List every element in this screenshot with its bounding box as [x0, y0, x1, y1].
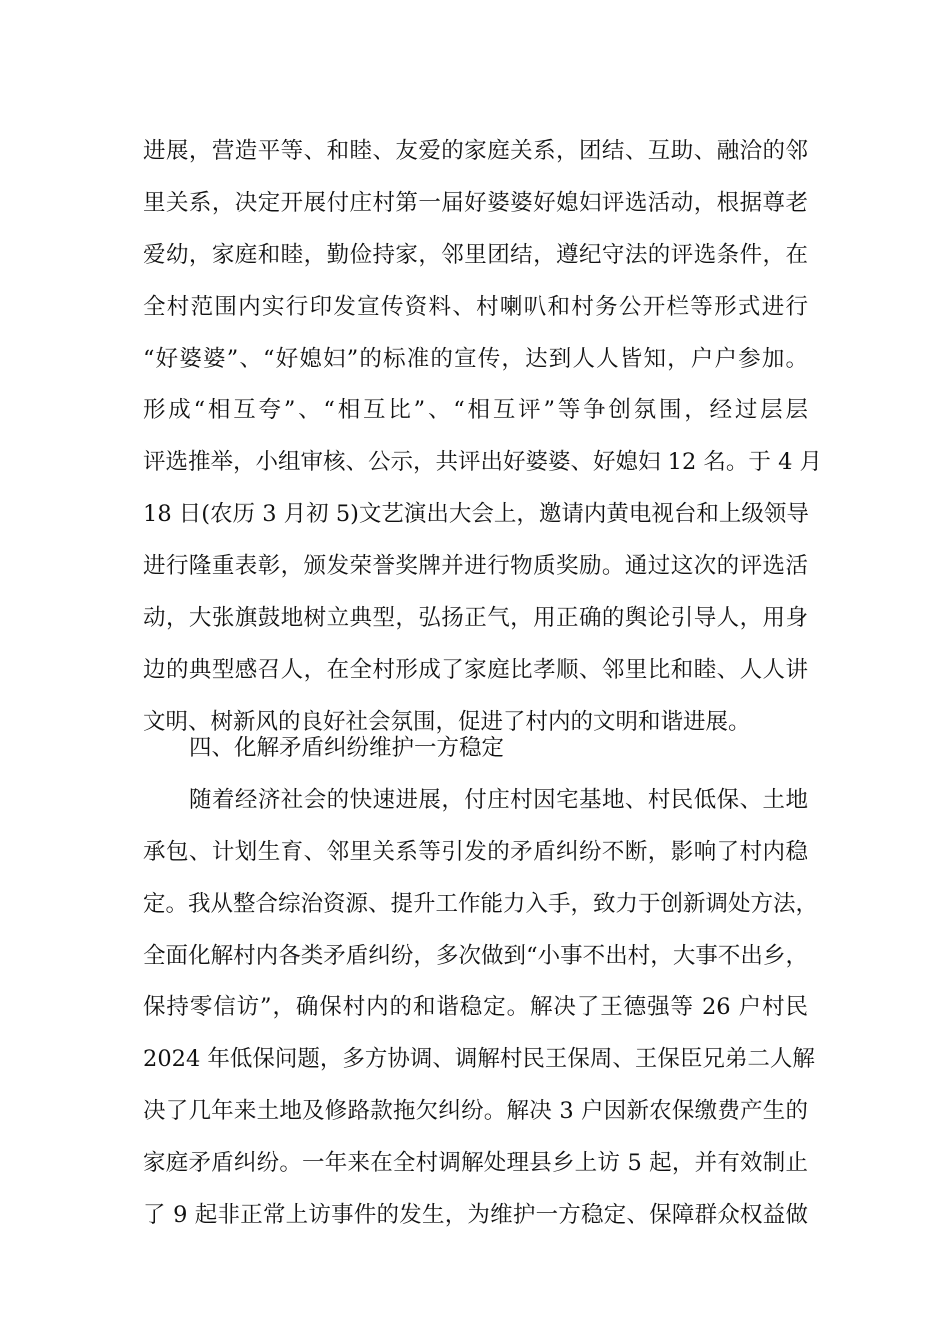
text-line: 决了几年来土地及修路款拖欠纠纷。解决 3 户因新农保缴费产生的 — [143, 1098, 808, 1125]
text-line: 家庭矛盾纠纷。一年来在全村调解处理县乡上访 5 起，并有效制止 — [143, 1150, 808, 1177]
text-line: 文明、树新风的良好社会氛围，促进了村内的文明和谐进展。 — [143, 708, 751, 735]
text-line: 边的典型感召人，在全村形成了家庭比孝顺、邻里比和睦、人人讲 — [143, 656, 808, 683]
paragraph-family-relations — [143, 126, 823, 749]
text-line: 承包、计划生育、邻里关系等引发的矛盾纠纷不断，影响了村内稳 — [143, 838, 808, 865]
section-heading: 四、化解矛盾纠纷维护一方稳定 — [189, 735, 505, 761]
text-line: 进展，营造平等、和睦、友爱的家庭关系，团结、互助、融洽的邻 — [143, 138, 808, 164]
text-line: “好婆婆”、“好媳妇”的标准的宣传，达到人人皆知，户户参加。 — [143, 345, 808, 372]
text-line: 随着经济社会的快速进展，付庄村因宅基地、村民低保、土地 — [189, 786, 808, 813]
text-line: 全面化解村内各类矛盾纠纷，多次做到“小事不出村，大事不出乡， — [143, 942, 808, 969]
text-line: 定。我从整合综治资源、提升工作能力入手，致力于创新调处方法， — [143, 890, 819, 917]
text-line: 里关系，决定开展付庄村第一届好婆婆好媳妇评选活动，根据尊老 — [143, 189, 808, 216]
text-line: 保持零信访”，确保村内的和谐稳定。解决了王德强等 26 户村民 — [143, 994, 808, 1021]
text-line: 形成“相互夸”、“相互比”、“相互评”等争创氛围，经过层层 — [143, 397, 808, 424]
text-line: 了 9 起非正常上访事件的发生，为维护一方稳定、保障群众权益做 — [143, 1202, 808, 1229]
text-line: 评选推举，小组审核、公示，共评出好婆婆、好媳妇 12 名。于 4 月 — [143, 449, 823, 476]
text-line: 进行隆重表彰，颁发荣誉奖牌并进行物质奖励。通过这次的评选活 — [143, 553, 808, 580]
section-dispute-resolution — [143, 723, 819, 1242]
text-line: 2024 年低保问题，多方协调、调解村民王保周、王保臣兄弟二人解 — [143, 1046, 815, 1073]
text-line: 动，大张旗鼓地树立典型，弘扬正气，用正确的舆论引导人，用身 — [143, 605, 808, 632]
text-line: 全村范围内实行印发宣传资料、村喇叭和村务公开栏等形式进行 — [143, 293, 808, 320]
text-line: 爱幼，家庭和睦，勤俭持家，邻里团结，遵纪守法的评选条件，在 — [143, 241, 808, 268]
text-line: 18 日(农历 3 月初 5)文艺演出大会上，邀请内黄电视台和上级领导 — [143, 501, 809, 528]
